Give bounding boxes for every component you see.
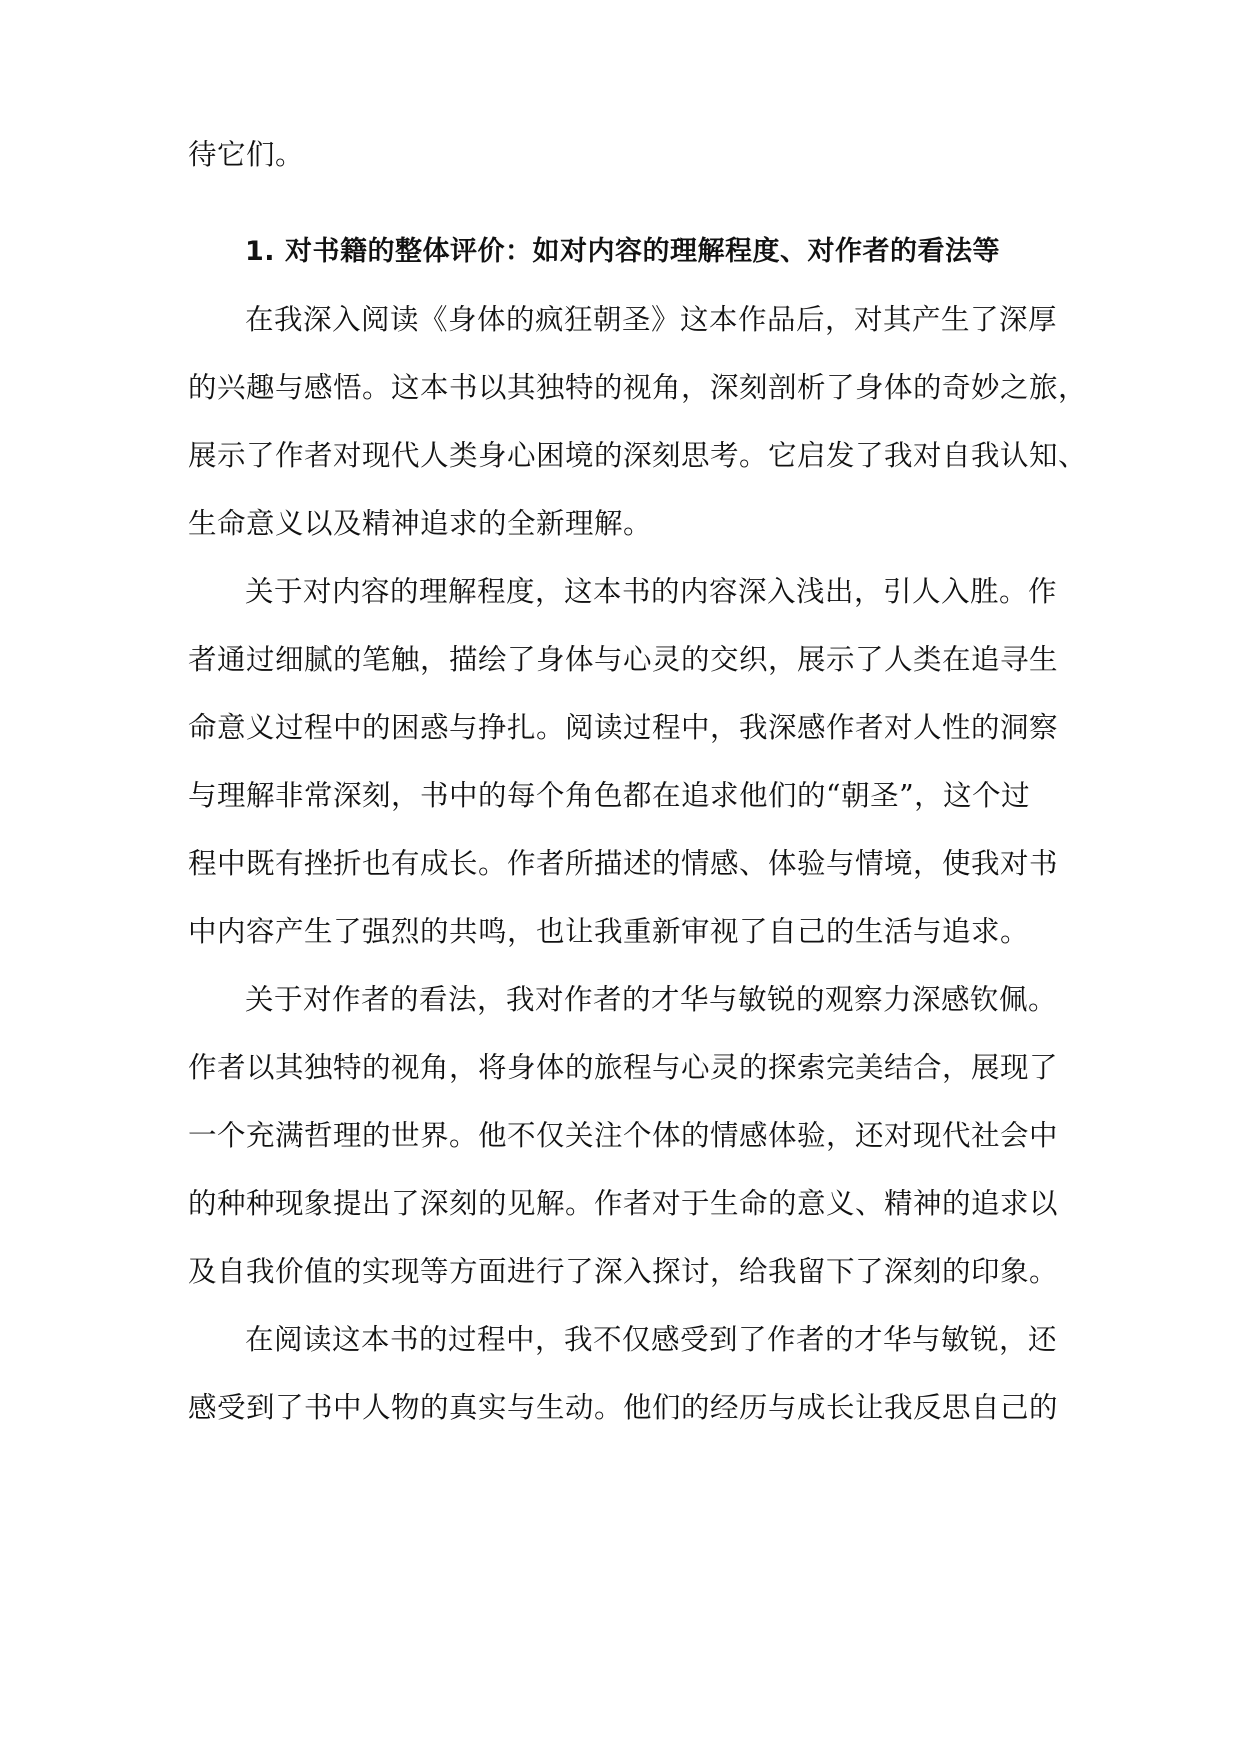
paragraph-line: 在阅读这本书的过程中，我不仅感受到了作者的才华与敏锐，还 (245, 1323, 1058, 1356)
paragraph-line: 作者以其独特的视角，将身体的旅程与心灵的探索完美结合，展现了 (188, 1051, 1059, 1084)
paragraph-line: 的种种现象提出了深刻的见解。作者对于生命的意义、精神的追求以 (188, 1187, 1059, 1220)
text-line-1: 待它们。 (188, 138, 305, 171)
paragraph-line: 展示了作者对现代人类身心困境的深刻思考。它启发了我对自我认知、 (188, 439, 1088, 472)
section-heading: 1. 对书籍的整体评价：如对内容的理解程度、对作者的看法等 (245, 236, 1000, 267)
paragraph-line: 感受到了书中人物的真实与生动。他们的经历与成长让我反思自己的 (188, 1391, 1059, 1424)
paragraph-line: 程中既有挫折也有成长。作者所描述的情感、体验与情境，使我对书 (188, 847, 1059, 880)
paragraph-line: 中内容产生了强烈的共鸣，也让我重新审视了自己的生活与追求。 (188, 915, 1030, 948)
paragraph-line: 一个充满哲理的世界。他不仅关注个体的情感体验，还对现代社会中 (188, 1119, 1059, 1152)
paragraph-line: 及自我价值的实现等方面进行了深入探讨，给我留下了深刻的印象。 (188, 1255, 1059, 1288)
paragraph-line: 生命意义以及精神追求的全新理解。 (188, 507, 653, 540)
paragraph-line: 在我深入阅读《身体的疯狂朝圣》这本作品后，对其产生了深厚 (245, 303, 1058, 336)
paragraph-line: 与理解非常深刻，书中的每个角色都在追求他们的“朝圣”，这个过 (188, 779, 1031, 812)
paragraph-line: 的兴趣与感悟。这本书以其独特的视角，深刻剖析了身体的奇妙之旅， (188, 371, 1088, 404)
paragraph-line: 关于对作者的看法，我对作者的才华与敏锐的观察力深感钦佩。 (245, 983, 1058, 1016)
paragraph-line: 者通过细腻的笔触，描绘了身体与心灵的交织，展示了人类在追寻生 (188, 643, 1059, 676)
paragraph-line: 命意义过程中的困惑与挣扎。阅读过程中，我深感作者对人性的洞察 (188, 711, 1059, 744)
paragraph-line: 关于对内容的理解程度，这本书的内容深入浅出，引人入胜。作 (245, 575, 1058, 608)
